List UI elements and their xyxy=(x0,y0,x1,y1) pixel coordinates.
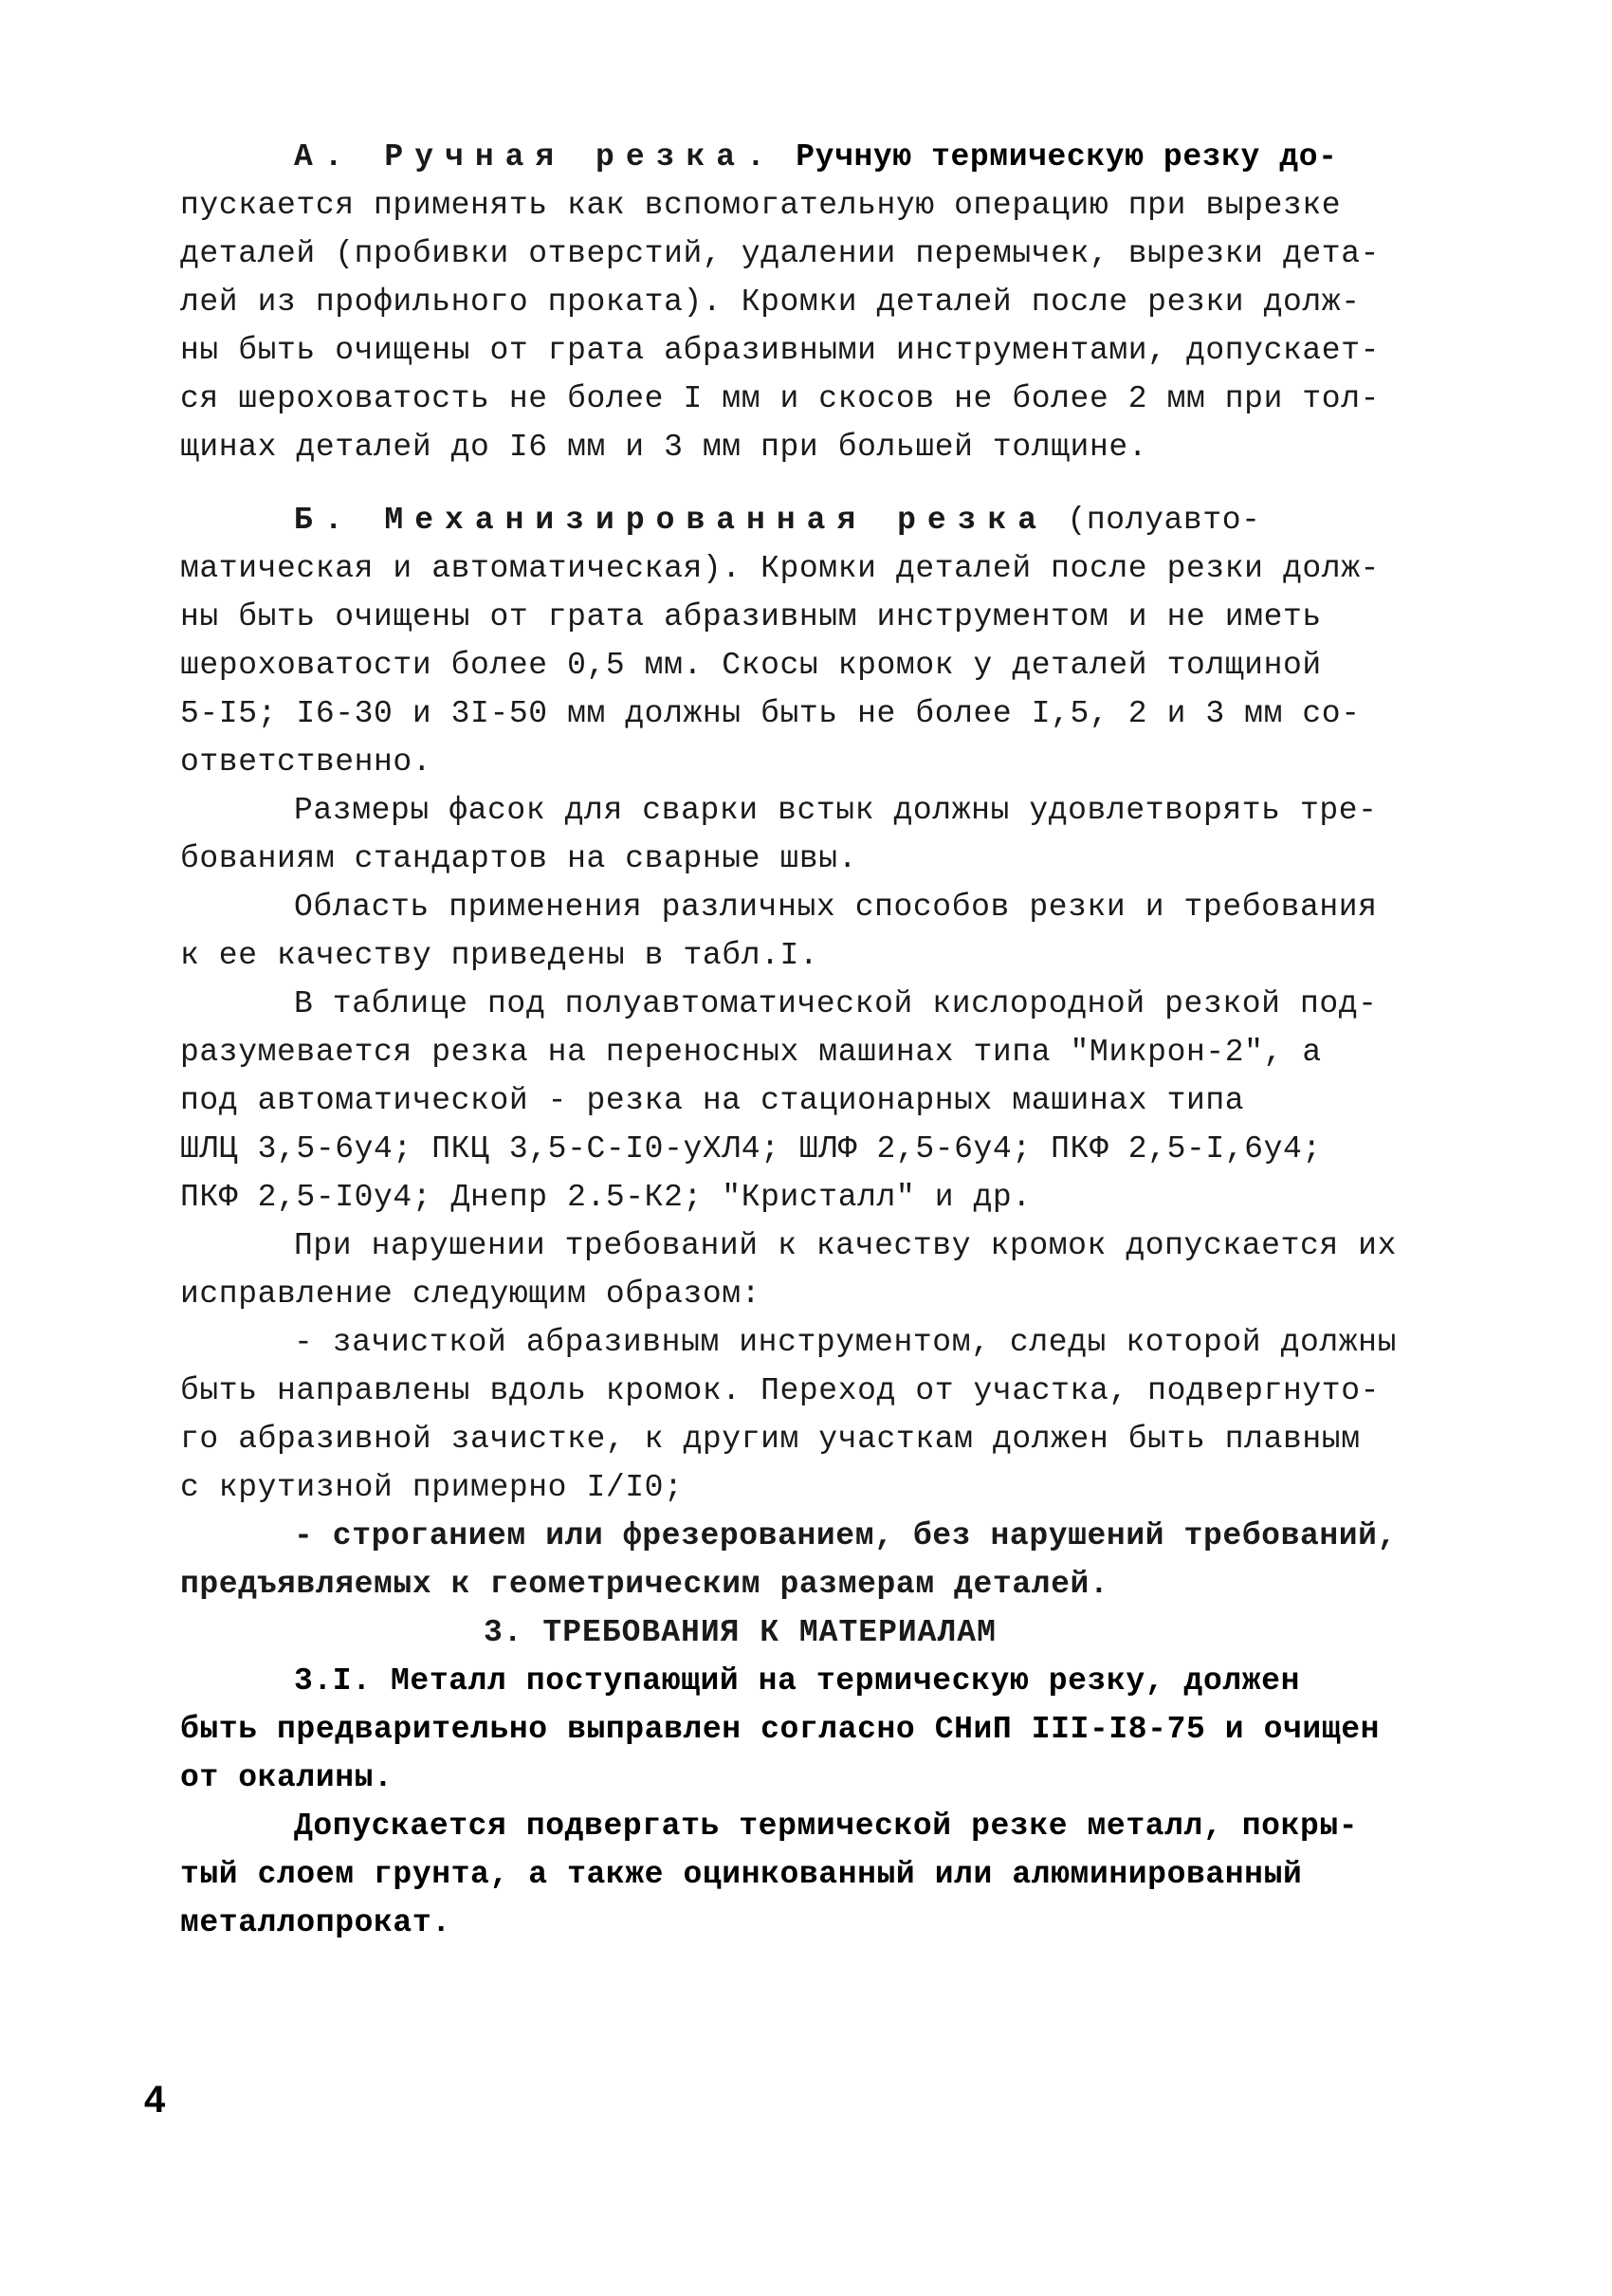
section-b-line-2: матическая и автоматическая). Кромки деталей после резки долж- xyxy=(180,551,1380,586)
section-b-line-1: Б. Механизированная резка (полуавто- xyxy=(294,503,1261,538)
section-b-line-4: шероховатости более 0,5 мм. Скосы кромок у деталей толщиной xyxy=(180,648,1322,683)
section-b-line-5: 5-I5; I6-30 и 3I-50 мм должны быть не более I,5, 2 и 3 мм со- xyxy=(180,696,1361,731)
para-3-1-line-3: от окалины. xyxy=(180,1760,394,1795)
para-3-2-line-2: тый слоем грунта, а также оцинкованный или алюминированный xyxy=(180,1857,1303,1892)
table-line-4: ШЛЦ 3,5-6у4; ПКЦ 3,5-С-I0-уХЛ4; ШЛФ 2,5-6у4; ПКФ 2,5-I,6у4; xyxy=(180,1131,1322,1166)
page-number: 4 xyxy=(144,2079,166,2121)
section-a-label: А. Ручная резка. xyxy=(294,139,777,174)
bevels-line-1: Размеры фасок для сварки встык должны удовлетворять тре- xyxy=(294,793,1378,828)
bullet-2-line-2: предъявляемых к геометрическим размерам деталей. xyxy=(180,1567,1109,1602)
defects-line-2: исправление следующим образом: xyxy=(180,1277,761,1312)
para-3-2-line-3: металлопрокат. xyxy=(180,1905,451,1940)
table-line-2: разумевается резка на переносных машинах типа "Микрон-2", а xyxy=(180,1035,1322,1070)
section-a-line-6: ся шероховатость не более I мм и скосов не более 2 мм при тол- xyxy=(180,381,1380,416)
bullet-1-line-1: - зачисткой абразивным инструментом, следы которой должны xyxy=(294,1325,1397,1360)
section-a-line-5: ны быть очищены от грата абразивными инструментами, допускает- xyxy=(180,333,1380,368)
para-3-2-line-1: Допускается подвергать термической резке металл, покры- xyxy=(294,1809,1359,1844)
section-a-line-3: деталей (пробивки отверстий, удалении перемычек, вырезки дета- xyxy=(180,236,1380,271)
bevels-line-2: бованиям стандартов на сварные швы. xyxy=(180,841,858,876)
section-3-heading: 3. ТРЕБОВАНИЯ К МАТЕРИАЛАМ xyxy=(484,1615,997,1650)
section-a-line-2: пускается применять как вспомогательную операцию при вырезке xyxy=(180,188,1342,223)
section-a-line-7: щинах деталей до I6 мм и 3 мм при большей толщине. xyxy=(180,430,1148,465)
section-b-line-3: ны быть очищены от грата абразивным инструментом и не иметь xyxy=(180,599,1322,634)
defects-line-1: При нарушении требований к качеству кромок допускается их xyxy=(294,1228,1397,1263)
section-a-line-1: А. Ручная резка. Ручную термическую резку до- xyxy=(294,139,1338,174)
bullet-2-line-1: - строганием или фрезерованием, без нарушений требований, xyxy=(294,1518,1397,1553)
section-b-line-6: ответственно. xyxy=(180,744,432,780)
scope-line-1: Область применения различных способов резки и требования xyxy=(294,890,1378,925)
section-a-line-4: лей из профильного проката). Кромки деталей после резки долж- xyxy=(180,285,1361,320)
body-text xyxy=(180,133,1451,1947)
bullet-1-line-2: быть направлены вдоль кромок. Переход от участка, подвергнуто- xyxy=(180,1373,1380,1408)
bullet-1-line-3: го абразивной зачистке, к другим участкам должен быть плавным xyxy=(180,1422,1361,1457)
scope-line-2: к ее качеству приведены в табл.I. xyxy=(180,938,819,973)
table-line-1: В таблице под полуавтоматической кислородной резкой под- xyxy=(294,986,1378,1021)
bullet-1-line-4: с крутизной примерно I/I0; xyxy=(180,1470,684,1505)
table-line-3: под автоматической - резка на стационарных машинах типа xyxy=(180,1083,1245,1118)
para-3-1-line-2: быть предварительно выправлен согласно СНиП III-I8-75 и очищен xyxy=(180,1712,1380,1747)
section-b-label: Б. Механизированная резка xyxy=(294,503,1049,538)
table-line-5: ПКФ 2,5-I0у4; Днепр 2.5-К2; "Кристалл" и др. xyxy=(180,1180,1032,1215)
para-3-1-line-1: 3.I. Металл поступающий на термическую резку, должен xyxy=(294,1663,1300,1699)
